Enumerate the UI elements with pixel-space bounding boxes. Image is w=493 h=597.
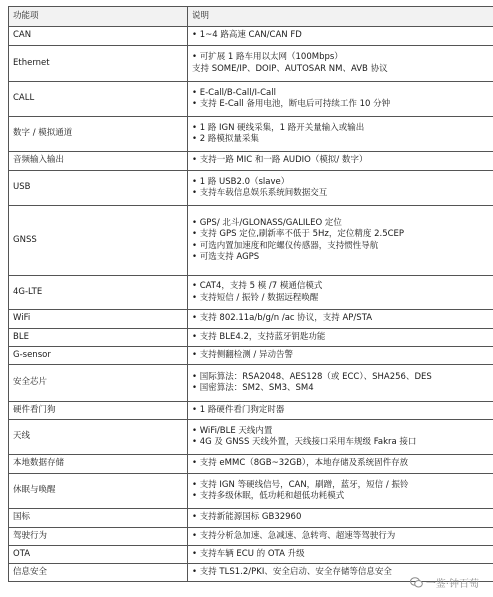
feature-name: 音频输入输出 bbox=[9, 152, 188, 171]
description-line: • 支持 BLE4.2，支持蓝牙钥匙功能 bbox=[192, 331, 326, 342]
watermark bbox=[410, 575, 479, 590]
description-line: 支持 SOME/IP、DOIP、AUTOSAR NM、AVB 协议 bbox=[192, 63, 388, 74]
feature-description bbox=[188, 546, 493, 564]
feature-description bbox=[188, 117, 493, 152]
header-description: 说明 bbox=[188, 7, 493, 27]
description-line: • 支持 TLS1.2/PKI、安全启动、安全存储等信息安全 bbox=[192, 566, 392, 577]
feature-description bbox=[188, 310, 493, 329]
description-line: • E-Call/B-Call/I-Call bbox=[192, 87, 276, 98]
table-row bbox=[9, 420, 493, 455]
feature-name: Ethernet bbox=[9, 46, 188, 82]
description-line: • 支持侧翻检测 / 异动告警 bbox=[192, 349, 293, 360]
table-row bbox=[9, 276, 493, 310]
feature-description bbox=[188, 27, 493, 46]
feature-name: 安全芯片 bbox=[9, 365, 188, 402]
feature-description bbox=[188, 46, 493, 82]
feature-name: 信息安全 bbox=[9, 564, 188, 582]
table-row bbox=[9, 347, 493, 365]
table-row bbox=[9, 206, 493, 276]
feature-description bbox=[188, 528, 493, 546]
feature-name: GNSS bbox=[9, 206, 188, 276]
description-line: • 1 路硬件看门狗定时器 bbox=[192, 404, 285, 415]
description-line: • 国密算法：SM2、SM3、SM4 bbox=[192, 383, 314, 393]
feature-name: USB bbox=[9, 171, 188, 206]
table-row bbox=[9, 152, 493, 171]
description-line: • GPS/ 北斗/GLONASS/GALILEO 定位 bbox=[192, 217, 342, 228]
table-row bbox=[9, 509, 493, 528]
description-line: • 支持分析急加速、急减速、急转弯、超速等驾驶行为 bbox=[192, 530, 396, 541]
feature-name: 休眠与唤醒 bbox=[9, 474, 188, 509]
feature-description bbox=[188, 365, 493, 402]
feature-description bbox=[188, 82, 493, 117]
description-line: • 国际算法：RSA2048、AES128（或 ECC）、SHA256、DES bbox=[192, 371, 432, 382]
description-line: • 可选内置加速度和陀螺仪传感器，支持惯性导航 bbox=[192, 240, 379, 251]
feature-description bbox=[188, 276, 493, 310]
feature-description bbox=[188, 329, 493, 347]
description-line: • 支持 802.11a/b/g/n /ac 协议，支持 AP/STA bbox=[192, 313, 373, 324]
feature-name: WiFi bbox=[9, 310, 188, 329]
description-line: • 可选支持 AGPS bbox=[192, 252, 260, 262]
table-row bbox=[9, 329, 493, 347]
feature-name: 硬件看门狗 bbox=[9, 402, 188, 420]
feature-description bbox=[188, 420, 493, 455]
feature-name: BLE bbox=[9, 329, 188, 347]
description-line: • 2 路模拟量采集 bbox=[192, 134, 259, 144]
description-line: • 1~4 路高速 CAN/CAN FD bbox=[192, 30, 302, 41]
feature-name: 驾驶行为 bbox=[9, 528, 188, 546]
feature-description bbox=[188, 474, 493, 509]
description-line: • 支持 E-Call 备用电池，断电后可持续工作 10 分钟 bbox=[192, 99, 391, 109]
feature-description bbox=[188, 509, 493, 528]
feature-description bbox=[188, 152, 493, 171]
description-line: • 可扩展 1 路车用以太网（100Mbps） bbox=[192, 52, 343, 62]
description-line: • 支持短信 / 振铃 / 数据远程唤醒 bbox=[192, 292, 319, 303]
table-row bbox=[9, 117, 493, 152]
description-line: • 1 路 USB2.0（slave） bbox=[192, 176, 290, 187]
table-row bbox=[9, 474, 493, 509]
description-line: • 4G 及 GNSS 天线外置，天线接口采用车规级 Fakra 接口 bbox=[192, 437, 417, 447]
feature-description bbox=[188, 171, 493, 206]
table-row bbox=[9, 365, 493, 402]
feature-name: 数字 / 模拟通道 bbox=[9, 117, 188, 152]
description-line: • CAT4，支持 5 模 /7 模通信模式 bbox=[192, 281, 323, 291]
feature-description bbox=[188, 402, 493, 420]
feature-name: OTA bbox=[9, 546, 188, 564]
description-line: • 支持 IGN 等硬线信号，CAN，刷蹭，蓝牙，短信 / 振铃 bbox=[192, 479, 409, 490]
table-row bbox=[9, 455, 493, 474]
description-line: • 支持一路 MIC 和一路 AUDIO（模拟/ 数字） bbox=[192, 155, 368, 166]
table-row bbox=[9, 528, 493, 546]
feature-description bbox=[188, 455, 493, 474]
description-line: • 支持 GPS 定位,刷新率不低于 5Hz，定位精度 2.5CEP bbox=[192, 229, 405, 239]
description-line: • 支持新能源国标 GB32960 bbox=[192, 512, 302, 523]
table-row bbox=[9, 171, 493, 206]
spec-table bbox=[8, 6, 493, 582]
table-row bbox=[9, 27, 493, 46]
description-line: • 支持多级休眠，低功耗和超低功耗模式 bbox=[192, 491, 345, 501]
table-row bbox=[9, 82, 493, 117]
table-row bbox=[9, 402, 493, 420]
table-row bbox=[9, 546, 493, 564]
feature-name: CAN bbox=[9, 27, 188, 46]
feature-name: 本地数据存储 bbox=[9, 455, 188, 474]
wechat-icon bbox=[410, 577, 423, 588]
feature-name: 天线 bbox=[9, 420, 188, 455]
feature-description bbox=[188, 347, 493, 365]
description-line: • 支持车辆 ECU 的 OTA 升级 bbox=[192, 548, 305, 559]
table-row bbox=[9, 46, 493, 82]
feature-name: 国标 bbox=[9, 509, 188, 528]
table-row bbox=[9, 310, 493, 329]
feature-name: CALL bbox=[9, 82, 188, 117]
description-line: • WiFi/BLE 天线内置 bbox=[192, 425, 273, 436]
description-line: • 1 路 IGN 硬线采集，1 路开关量输入或输出 bbox=[192, 122, 365, 133]
feature-name: 4G-LTE bbox=[9, 276, 188, 310]
table-header-row bbox=[9, 7, 493, 27]
watermark-text: 一鉴·钟百萄 bbox=[425, 579, 479, 590]
description-line: • 支持车载信息娱乐系统间数据交互 bbox=[192, 188, 328, 198]
feature-name: G-sensor bbox=[9, 347, 188, 365]
feature-description bbox=[188, 206, 493, 276]
description-line: • 支持 eMMC（8GB~32GB），本地存储及系统固件存放 bbox=[192, 458, 409, 469]
header-feature: 功能项 bbox=[9, 7, 188, 27]
